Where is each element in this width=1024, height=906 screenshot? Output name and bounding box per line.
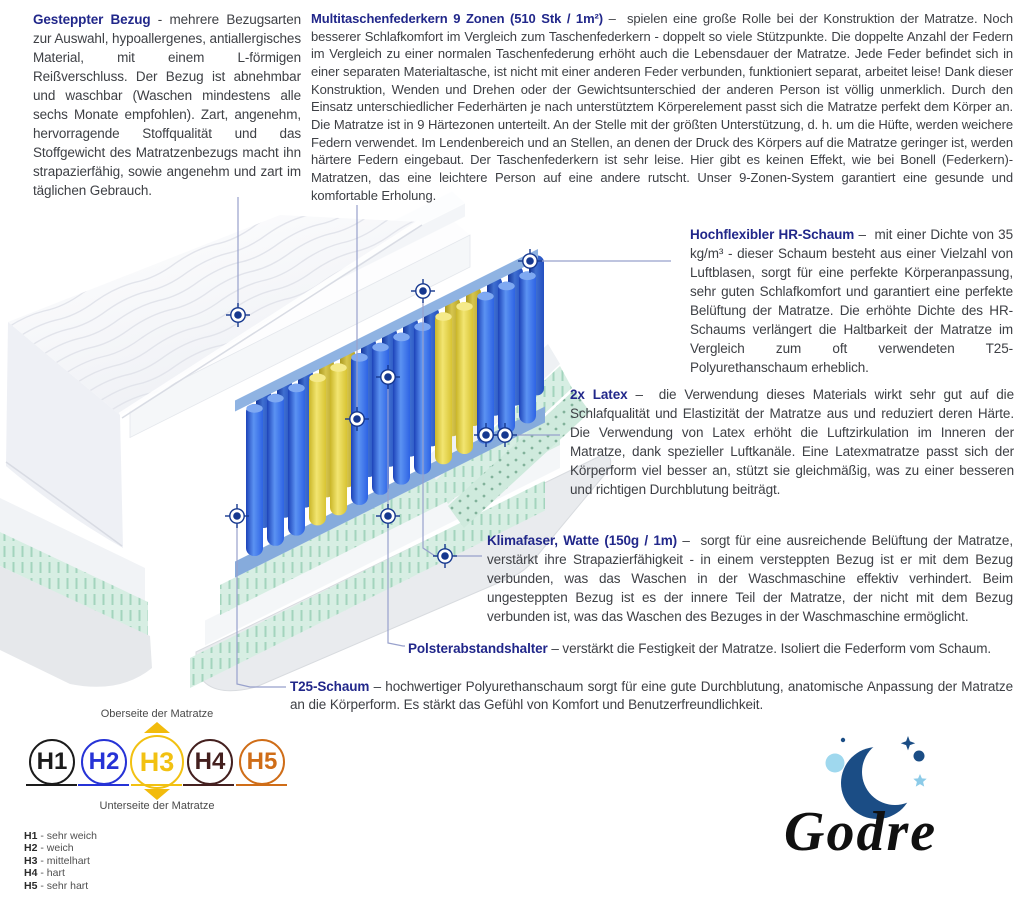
scale-top-label: Oberseite der Matratze: [100, 708, 214, 720]
indicator-triangle-down-icon: [144, 789, 170, 800]
section-title: Hochflexibler HR-Schaum: [690, 227, 855, 242]
section-text: mehrere Bezugsarten zur Auswahl, hypoallergenes, antiallergisches Material, mit einem L-förmigen Reißverschluss. Der Bezug ist abnehmbar und waschbar (Waschen mindestens alle sechs Monate empfohlen). Zart, angenehm, hervorragende Stoffqualität und das Stoffgewicht des Matratzenbezugs macht ihn strapazierfähig, sowie angenehm und zart im täglichen Gebrauch.: [33, 12, 302, 199]
hardness-scale-segment: [183, 784, 234, 787]
section-title: Gesteppter Bezug: [33, 12, 151, 27]
section-text: sorgt für eine ausreichende Belüftung der Matratze, verstärkt ihre Strapazierfähigkeit - in einem versteppten Bezug ist er mit dem Bezug verbunden, was das Waschen in der Waschmaschine effektiv verhindert. Beim ungesteppten Bezug ist es der innere Teil der Matratze, der nicht mit dem Bezug verbunden ist, was das Waschen des Bezuges in der Waschmaschine ermöglicht.: [487, 533, 1013, 625]
section-2x-latex: 2x Latex – die Verwendung dieses Materials wirkt sehr gut auf die Schlafqualität und Elastizität der Matratze aus und reduziert deren Härte. Die Verwendung von Latex erhöht die Luftzirkulation im Inneren der Matratze, dank spezieller Luftkanäle. Eine Latexmatratze passt sich der Körperform viel besser an, stützt sie gleichmäßig, was zu einer besseren und richtigen Durchblutung beiträgt.: [570, 387, 1014, 498]
section-gesteppter-bezug: Gesteppter Bezug - mehrere Bezugsarten zur Auswahl, hypoallergenes, antiallergisches Material, mit einem L-förmigen Reißverschluss. Der Bezug ist abnehmbar und waschbar (Waschen mindestens alle sechs Monate empfohlen). Zart, angenehm, hervorragende Stoffqualität und das Stoffgewicht des Matratzenbezugs macht ihn strapazierfähig, sowie angenehm und zart im täglichen Gebrauch.: [33, 12, 302, 199]
section-multitaschenfederkern: Multitaschenfederkern 9 Zonen (510 Stk / 1m²) – spielen eine große Rolle bei der Konstruktion der Matratze. Noch besserer Schlafkomfort im Vergleich zum Taschenfederkern - doppelt so viele Stützpunkte. Die doppelte Anzahl der Federn im Vergleich zu einer normalen Taschenfederung erhöht auch die Lebensdauer der Matratze. Jede Feder befindet sich in einer separaten Materialtasche, ist nicht mit einer anderen Feder verbunden, funktioniert separat, arbeitet leise! Dank dieser Konstruktion, Wenden und Drehen oder der Gewichtsunterschied der anderen Person ist völlig unmerklich. Durch den Einsatz unterschiedlicher Federhärten je nach unterstütztem Körperelement passt sich die Matratze perfekt dem Körper an. Die Matratze ist in 9 Härtezonen unterteilt. An der Stelle mit der größten Unterstützung, d. h. um die Hüfte, werden weichere Federn verwendet. Im Lendenbereich und an Stellen, an denen der Druck des Körpers auf die Matratze geringer ist, werden härtere Federn eingebaut. Der Taschenfederkern ist sehr leise. Hier gibt es keinen Effekt, wie bei Bonell (Federkern)- Matratzen, das eine leichtere Person auf eine andere rutscht. Unser 9-Zonen-System garantiert eine gesunde und komfortable Erholung.: [311, 11, 1014, 203]
large-dot-icon: [826, 754, 845, 773]
small-dot-icon: [914, 751, 925, 762]
godre-logo: [752, 718, 1022, 878]
legend-item: H1 - sehr weich: [24, 830, 97, 842]
hardness-legend: [24, 830, 97, 892]
sparkle-dot-icon: [874, 767, 878, 771]
hardness-circle-h4: H4: [187, 739, 233, 785]
section-title: 2x Latex: [570, 387, 628, 402]
hardness-scale-segment: [131, 784, 182, 787]
legend-item: H2 - weich: [24, 842, 74, 855]
legend-item: H4 - hart: [24, 867, 65, 880]
hardness-circle-h3: H3: [130, 735, 184, 789]
legend-item: H3 - mittelhart: [24, 854, 90, 867]
tiny-dot-icon: [842, 783, 847, 788]
section-title: Multitaschenfederkern 9 Zonen (510 Stk / 1m²): [311, 11, 603, 26]
legend-item: H5 - sehr hart: [24, 879, 89, 892]
hardness-scale-segment: [236, 784, 287, 787]
tiny-dot-icon: [855, 756, 859, 760]
hardness-circle-h1: H1: [29, 739, 75, 785]
section-text: die Verwendung dieses Materials wirkt sehr gut auf die Schlafqualität und Elastizität der Matratze aus und reduziert deren Härte. Die Verwendung von Latex erhöht die Luftzirkulation im Inneren der Matratze, dank spezieller Luftkanäle. Eine Latexmatratze passt sich der Körperform viel besser an, stützt sie gleichmäßig, was zu einer besseren und richtigen Durchblutung beiträgt.: [570, 387, 1014, 498]
section-title: T25-Schaum: [290, 679, 370, 694]
section-text: verstärkt die Festigkeit der Matratze. Isoliert die Federform vom Schaum.: [562, 641, 992, 656]
section-text: hochwertiger Polyurethanschaum sorgt für eine gute Durchblutung, anatomische Anpassung der Matratze an die Körperform. Es stärkt das Gefühl von Komfort und Benutzerfreundlichkeit.: [290, 679, 1013, 712]
tiny-dot-icon: [841, 738, 845, 742]
section-title: Klimafaser, Watte (150g / 1m): [487, 533, 678, 548]
section-klimafaser: Klimafaser, Watte (150g / 1m) – sorgt für eine ausreichende Belüftung der Matratze, verstärkt ihre Strapazierfähigkeit - in einem versteppten Bezug ist er mit dem Bezug verbunden, was das Waschen in der Waschmaschine effektiv verhindert. Beim ungesteppten Bezug ist es der innere Teil der Matratze, der nicht mit dem Bezug verbunden ist, was das Waschen des Bezuges in der Waschmaschine ermöglicht.: [487, 533, 1013, 625]
section-text: mit einer Dichte von 35 kg/m³ - dieser Schaum besteht aus einer Vielzahl von Luftblasen, sorgt für eine perfekte Körperanpassung, sehr guten Schlafkomfort und garantiert eine perfekte Belüftung der Matratze. Die erhöhte Dichte des HR-Schaums verlängert die Haltbarkeit der Matratze im Vergleich zum oft verwendeten T25-Polyurethanschaum erheblich.: [690, 227, 1013, 376]
indicator-triangle-up-icon: [144, 722, 170, 733]
section-text: spielen eine große Rolle bei der Konstruktion der Matratze. Noch besserer Schlafkomfort im Vergleich zum Taschenfederkern - doppelt so viele Stützpunkte. Die doppelte Anzahl der Federn im Vergleich zu einer normalen Taschenfederung erhöht auch die Lebensdauer der Matratze. Jede Feder befindet sich in einer separaten Materialtasche, ist nicht mit einer anderen Feder verbunden, funktioniert separat, arbeitet leise! Dank dieser Konstruktion, Wenden und Drehen oder der Gewichtsunterschied der anderen Person ist völlig unmerklich. Durch den Einsatz unterschiedlicher Federhärten je nach unterstütztem Körperelement passt sich die Matratze perfekt dem Körper an. Die Matratze ist in 9 Härtezonen unterteilt. An der Stelle mit der größten Unterstützung, d. h. um die Hüfte, werden weichere Federn verwendet. Im Lendenbereich und an Stellen, an denen der Druck des Körpers auf die Matratze geringer ist, werden härtere Federn eingebaut. Der Taschenfederkern ist sehr leise. Hier gibt es keinen Effekt, wie bei Bonell (Federkern)- Matratzen, das eine leichtere Person auf eine andere rutscht. Unser 9-Zonen-System garantiert eine gesunde und komfortable Erholung.: [311, 11, 1014, 203]
section-hr-schaum: Hochflexibler HR-Schaum – mit einer Dichte von 35 kg/m³ - dieser Schaum besteht aus einer Vielzahl von Luftblasen, sorgt für eine perfekte Körperanpassung, sehr guten Schlafkomfort und garantiert eine perfekte Belüftung der Matratze. Die erhöhte Dichte des HR-Schaums verlängert die Haltbarkeit der Matratze im Vergleich zum oft verwendeten T25-Polyurethanschaum erheblich.: [690, 227, 1013, 376]
hardness-circle-h5: H5: [239, 739, 285, 785]
section-title: Polsterabstandshalter: [408, 641, 548, 656]
mattress-left-end: [0, 498, 152, 687]
section-polsterabstandshalter: Polsterabstandshalter – verstärkt die Festigkeit der Matratze. Isoliert die Federform vom Schaum.: [408, 641, 992, 656]
scale-bottom-label: Unterseite der Matratze: [99, 800, 215, 812]
logo-wordmark: Godre: [784, 801, 938, 863]
hardness-circle-h2: H2: [81, 739, 127, 785]
hardness-scale-segment: [26, 784, 77, 787]
section-t25-schaum: T25-Schaum – hochwertiger Polyurethanschaum sorgt für eine gute Durchblutung, anatomische Anpassung der Matratze an die Körperform. Es stärkt das Gefühl von Komfort und Benutzerfreundlichkeit.: [290, 679, 1013, 712]
hardness-scale-segment: [78, 784, 129, 787]
